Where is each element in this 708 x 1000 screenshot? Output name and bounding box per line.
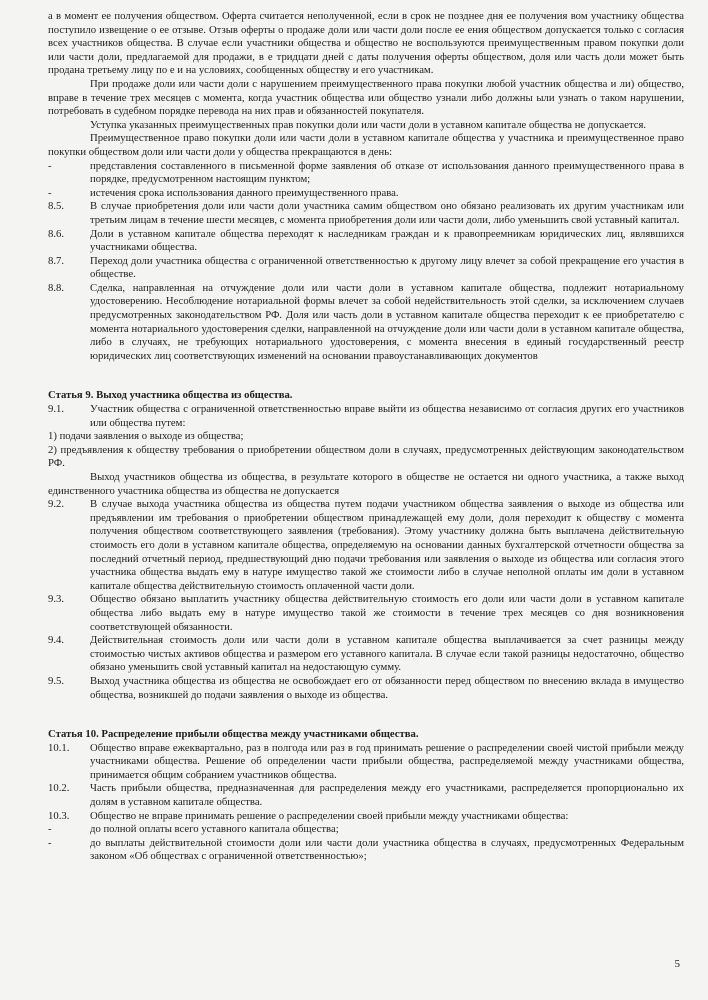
clause-8-6 [48,228,684,255]
clause-text: В случае выхода участника общества из общества путем подачи участником общества заявления о выходе из общества или предъявлении им требования о приобретении обществом принадлежащей ему доли, доля переходит к обществу с момента получения обществом соответствующего заявления (требования). Этому участнику должна быть выплачена действительную стоимость его доли в уставном капитале общества, определяемую на основании данных бухгалтерской отчетности общества за последний отчетный период, предшествующий дню подачи требования или заявления о выходе из общества или согласия этого участника общества выдать ему в натуре имущество такой же стоимости либо в случае неполной оплаты им доли в уставном капитале общества действительную стоимость оплаченной части доли. [90,498,684,592]
clause-9-5 [48,675,684,702]
list-item [48,837,684,864]
paragraph-preemptive-end: Преимущественное право покупки доли или части доли в уставном капитале общества у участника и преимущественное право покупки обществом доли или части доли у общества прекращаются в день: [48,132,684,158]
list-item-text: представления составленного в письменной форме заявления об отказе от использования данного преимущественного права в порядке, предусмотренном настоящим пунктом; [90,159,684,186]
list-item [48,160,684,187]
clause-number: 10.1. [48,741,70,754]
dash-marker: - [48,823,52,836]
clause-text: Доли в уставном капитале общества переходят к наследникам граждан и к правопреемникам юридических лиц, являвшихся участниками общества. [90,227,684,254]
dash-marker: - [48,159,52,172]
clause-number: 8.6. [48,227,65,240]
clause-number: 8.5. [48,200,65,213]
article-9-heading: Статья 9. Выход участника общества из общества. [48,389,293,402]
clause-text: Выход участника общества из общества не освобождает его от обязанности перед обществом по внесению вклада в имущество общества, возникшей до подачи заявления о выходе из общества. [90,674,684,701]
clause-9-2 [48,498,684,593]
dash-marker: - [48,836,52,849]
article-10-heading: Статья 10. Распределение прибыли общества между участниками общества. [48,728,419,741]
clause-10-2 [48,782,684,809]
clause-text: Общество не вправе принимать решение о распределении своей прибыли между участниками общества: [90,809,569,822]
clause-number: 8.8. [48,281,65,294]
clause-text: Общество вправе ежеквартально, раз в полгода или раз в год принимать решение о распределении своей чистой прибыли между участниками общества. Решение об определении части прибыли общества, распределяемой между участниками общества, принимается общим собранием участников общества. [90,741,684,781]
clause-text: Часть прибыли общества, предназначенная для распределения между его участниками, распределяется пропорционально их долям в уставном капитале общества. [90,782,684,809]
clause-text: Сделка, направленная на отчуждение доли или части доли в уставном капитале общества, подлежит нотариальному удостоверению. Несоблюдение нотариальной формы влечет за собой недействительность этой сделки, за исключением случаев предусмотренных законодательством РФ. Доля или часть доли в уставном капитале общества переходит к ее приобретателю с момента нотариального удостоверения сделки, направленной на отчуждение доли или части доли в уставном капитале общества, либо в случаях, не требующих нотариального удостоверения, с момента внесения в единый государственный реестр юридических лиц соответствующих изменений на основании правоустанавливающих документов [90,281,684,362]
clause-text: Общество обязано выплатить участнику общества действительную стоимость его доли или части доли в уставном капитале общества либо выдать ему в натуре имущество такой же стоимости в течение трех месяцев со дня возникновения соответствующей обязанности. [90,593,684,633]
list-item-text: до полной оплаты всего уставного капитала общества; [90,823,339,836]
clause-number: 9.3. [48,593,65,606]
clause-8-7 [48,255,684,282]
clause-text: Действительная стоимость доли или части доли в уставном капитале общества выплачивается за счет разницы между стоимостью чистых активов общества и размером его уставного капитала. В случае если такой разницы недостаточно, общество обязано уменьшить свой уставный капитал на недостающую сумму. [90,634,684,674]
clause-8-8 [48,282,684,364]
subitem-1: 1) подачи заявления о выходе из общества; [48,430,244,443]
subitem-2: 2) предъявления к обществу требования о приобретении обществом доли в случаях, предусмотренных действующим законодательством РФ. [48,443,684,470]
paragraph-assignment: Уступка указанных преимущественных прав покупки доли или части доли в уставном капитале общества не допускается. [90,118,647,131]
clause-9-4 [48,634,684,675]
paragraph-violation: При продаже доли или части доли с нарушением преимущественного права покупки любой участник общества и ли) общество, вправе в течение трех месяцев с момента, когда участник общества или общество узнали либо должны ыли узнать о таком нарушении, потребовать в судебном порядке перевода на них прав и обязанностей покупателя. [48,77,684,118]
paragraph-exit: Выход участников общества из общества, в результате которого в обществе не остается ни одного участника, а также выход единственного участника общества из общества не допускается [48,471,684,497]
list-item-text: до выплаты действительной стоимости доли или части доли участника общества в случаях, предусмотренных Федеральным законом «Об обществах с ограниченной ответственностью»; [90,836,684,863]
clause-text: В случае приобретения доли или части доли участника самим обществом оно обязано реализовать их другим участникам или третьим лицам в течение шести месяцев, с момента приобретения доли или части доли, либо уменьшить свой уставный капитал. [90,200,684,226]
list-item [48,187,684,201]
clause-number: 10.2. [48,782,70,795]
list-item [48,823,684,837]
clause-text: Переход доли участника общества с ограниченной ответственностью к другому лицу влечет за собой прекращение его участия в обществе. [90,254,684,281]
page-number: 5 [674,958,680,970]
paragraph-offer: а в момент ее получения обществом. Оферта считается неполученной, если в срок не позднее дня ее получения вом участнику общества поступило извещение о ее отзыве. Отзыв оферты о продаже доли или части доли после ее ения обществом допускается только с согласия всех участников общества. В случае если участники общества и общество не воспользуются преимущественным правом покупки доли или части доли, предлагаемой для продажи, в е тридцати дней с даты получения оферты обществом, доля или часть доли может быть продана третьему лицу по е и на условиях, сообщенных обществу и его участникам. [48,10,684,77]
clause-number: 9.5. [48,674,65,687]
clause-number: 9.2. [48,498,65,511]
clause-10-3 [48,810,684,824]
clause-8-5 [48,200,684,227]
clause-number: 10.3. [48,809,70,822]
list-item-text: истечения срока использования данного преимущественного права. [90,186,399,199]
clause-10-1 [48,742,684,783]
clause-text: Участник общества с ограниченной ответственностью вправе выйти из общества независимо от согласия других его участников или общества путем: [90,403,684,429]
clause-number: 8.7. [48,254,65,267]
clause-number: 9.4. [48,634,65,647]
dash-marker: - [48,186,52,199]
clause-9-3 [48,593,684,634]
clause-9-1 [48,403,684,430]
clause-number: 9.1. [48,403,65,416]
